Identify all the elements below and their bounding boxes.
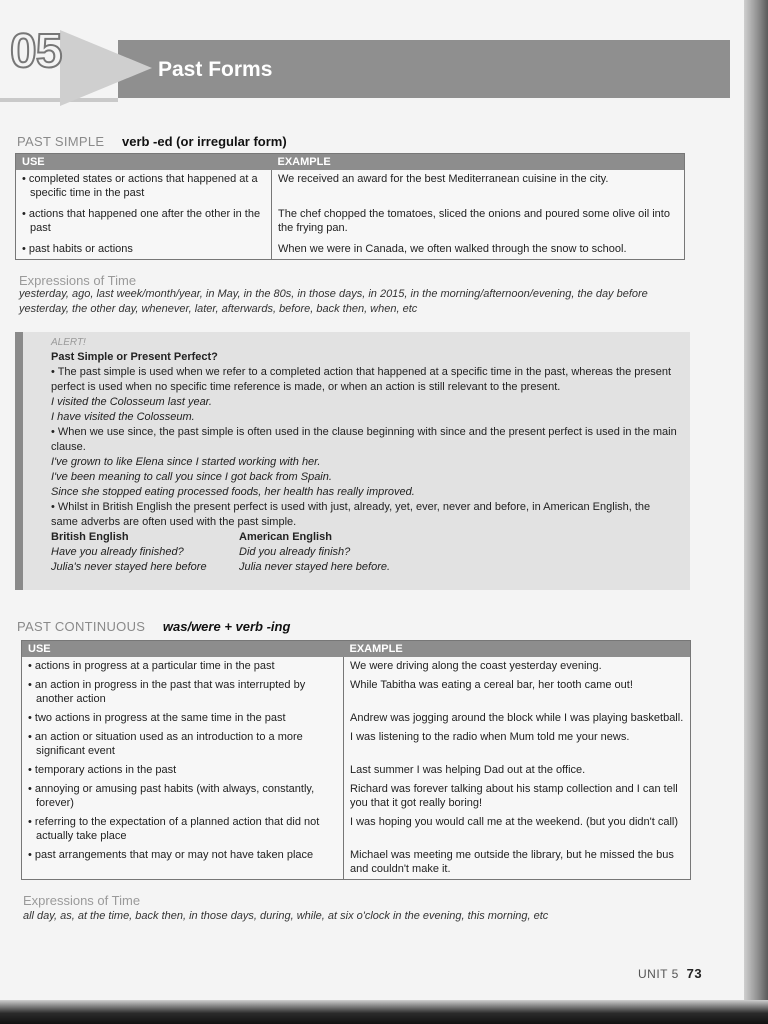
book-spine-shadow [744, 0, 768, 1024]
table-row [22, 709, 691, 728]
table-row [22, 657, 691, 676]
example-cell: Richard was forever talking about his stamp collection and I can tell you that it got really boring! [350, 783, 678, 809]
table-row [16, 240, 685, 260]
use-cell: • actions that happened one after the other in the past [22, 207, 265, 235]
alert-example: Since she stopped eating processed foods, her health has really improved. [51, 486, 415, 498]
example-cell: While Tabitha was eating a cereal bar, her tooth came out! [350, 679, 633, 691]
use-cell: • annoying or amusing past habits (with always, constantly, forever) [28, 782, 337, 810]
column-header-example: EXAMPLE [344, 641, 691, 658]
example-cell: I was hoping you would call me at the weekend. (but you didn't call) [350, 816, 679, 828]
british-english-label: British English [51, 531, 129, 543]
alert-example: I have visited the Colosseum. [51, 411, 195, 423]
american-example: Julia never stayed here before. [239, 561, 391, 573]
american-example: Did you already finish? [239, 546, 351, 558]
past-simple-heading [17, 134, 287, 149]
table-row [16, 170, 685, 205]
english-comparison [51, 530, 679, 545]
table-row [22, 761, 691, 780]
example-cell: When we were in Canada, we often walked through the snow to school. [278, 243, 627, 255]
column-header-use: USE [22, 641, 344, 658]
unit-label: UNIT 5 [638, 967, 679, 981]
page-footer [638, 966, 702, 981]
section-name: PAST SIMPLE [17, 134, 105, 149]
table-row [16, 205, 685, 240]
example-cell: Last summer I was helping Dad out at the office. [350, 764, 586, 776]
section-form: verb -ed (or irregular form) [121, 134, 287, 149]
use-cell: • two actions in progress at the same time in the past [28, 711, 337, 725]
comparison-row [51, 560, 679, 575]
page-number: 73 [686, 966, 703, 981]
past-continuous-heading [17, 619, 290, 634]
column-header-use: USE [16, 154, 272, 171]
use-cell: • temporary actions in the past [28, 763, 337, 777]
table-row [22, 728, 691, 761]
example-cell: Andrew was jogging around the block while I was playing basketball. [350, 712, 684, 724]
table-row [22, 846, 691, 880]
alert-paragraph: • Whilst in British English the present perfect is used with just, already, yet, ever, never and before, in American English, the same adverbs are often used with the past simple. [51, 501, 651, 528]
example-cell: We received an award for the best Mediterranean cuisine in the city. [278, 173, 609, 185]
table-row [22, 813, 691, 846]
use-cell: • completed states or actions that happened at a specific time in the past [22, 172, 265, 200]
alert-content [51, 335, 679, 575]
use-cell: • an action or situation used as an introduction to a more significant event [28, 730, 337, 758]
alert-heading: Past Simple or Present Perfect? [51, 351, 218, 363]
table-row [22, 676, 691, 709]
alert-paragraph: • The past simple is used when we refer to a completed action that happened at a specific time in the past, whereas the present perfect is used when no specific time reference is made, or when an action is still relevant to the present. [51, 366, 672, 393]
alert-paragraph: • When we use since, the past simple is often used in the clause beginning with since and the present perfect is used in the main clause. [51, 426, 677, 453]
example-cell: I was listening to the radio when Mum told me your news. [350, 731, 630, 743]
table-row [22, 780, 691, 813]
example-cell: Michael was meeting me outside the library, but he missed the bus and couldn't make it. [350, 849, 674, 875]
example-cell: We were driving along the coast yesterday evening. [350, 660, 602, 672]
use-cell: • past arrangements that may or may not have taken place [28, 848, 337, 862]
use-cell: • an action in progress in the past that was interrupted by another action [28, 678, 337, 706]
expressions-text: all day, as, at the time, back then, in those days, during, while, at six o'clock in the evening, this morning, etc [23, 910, 549, 922]
section-name: PAST CONTINUOUS [17, 619, 146, 634]
alert-example: I've grown to like Elena since I started working with her. [51, 456, 321, 468]
british-example: Julia's never stayed here before [51, 561, 207, 573]
page-bottom-edge [0, 1000, 768, 1024]
page-title: Past Forms [158, 58, 273, 81]
section-form: was/were + verb -ing [162, 619, 291, 634]
alert-stripe [15, 332, 23, 590]
column-header-example: EXAMPLE [272, 154, 685, 171]
alert-example: I've been meaning to call you since I got back from Spain. [51, 471, 332, 483]
comparison-row [51, 545, 679, 560]
banner-arrow-shape [60, 30, 152, 106]
american-english-label: American English [239, 531, 332, 543]
expressions-text: yesterday, ago, last week/month/year, in May, in the 80s, in those days, in 2015, in the morning/afternoon/evening, the day before yesterday, the other day, whenever, later, afterwards, before, back then, when, etc [19, 288, 648, 315]
example-cell: The chef chopped the tomatoes, sliced the onions and poured some olive oil into the frying pan. [278, 208, 670, 234]
alert-label: ALERT! [51, 337, 86, 348]
use-cell: • past habits or actions [22, 242, 265, 256]
expressions-title: Expressions of Time [19, 273, 137, 288]
unit-number: 05 [10, 25, 62, 78]
use-cell: • referring to the expectation of a planned action that did not actually take place [28, 815, 337, 843]
expressions-title: Expressions of Time [23, 893, 141, 908]
use-cell: • actions in progress at a particular time in the past [28, 659, 337, 673]
past-continuous-table [21, 640, 691, 880]
british-example: Have you already finished? [51, 546, 184, 558]
past-simple-table [15, 153, 685, 260]
alert-example: I visited the Colosseum last year. [51, 396, 212, 408]
